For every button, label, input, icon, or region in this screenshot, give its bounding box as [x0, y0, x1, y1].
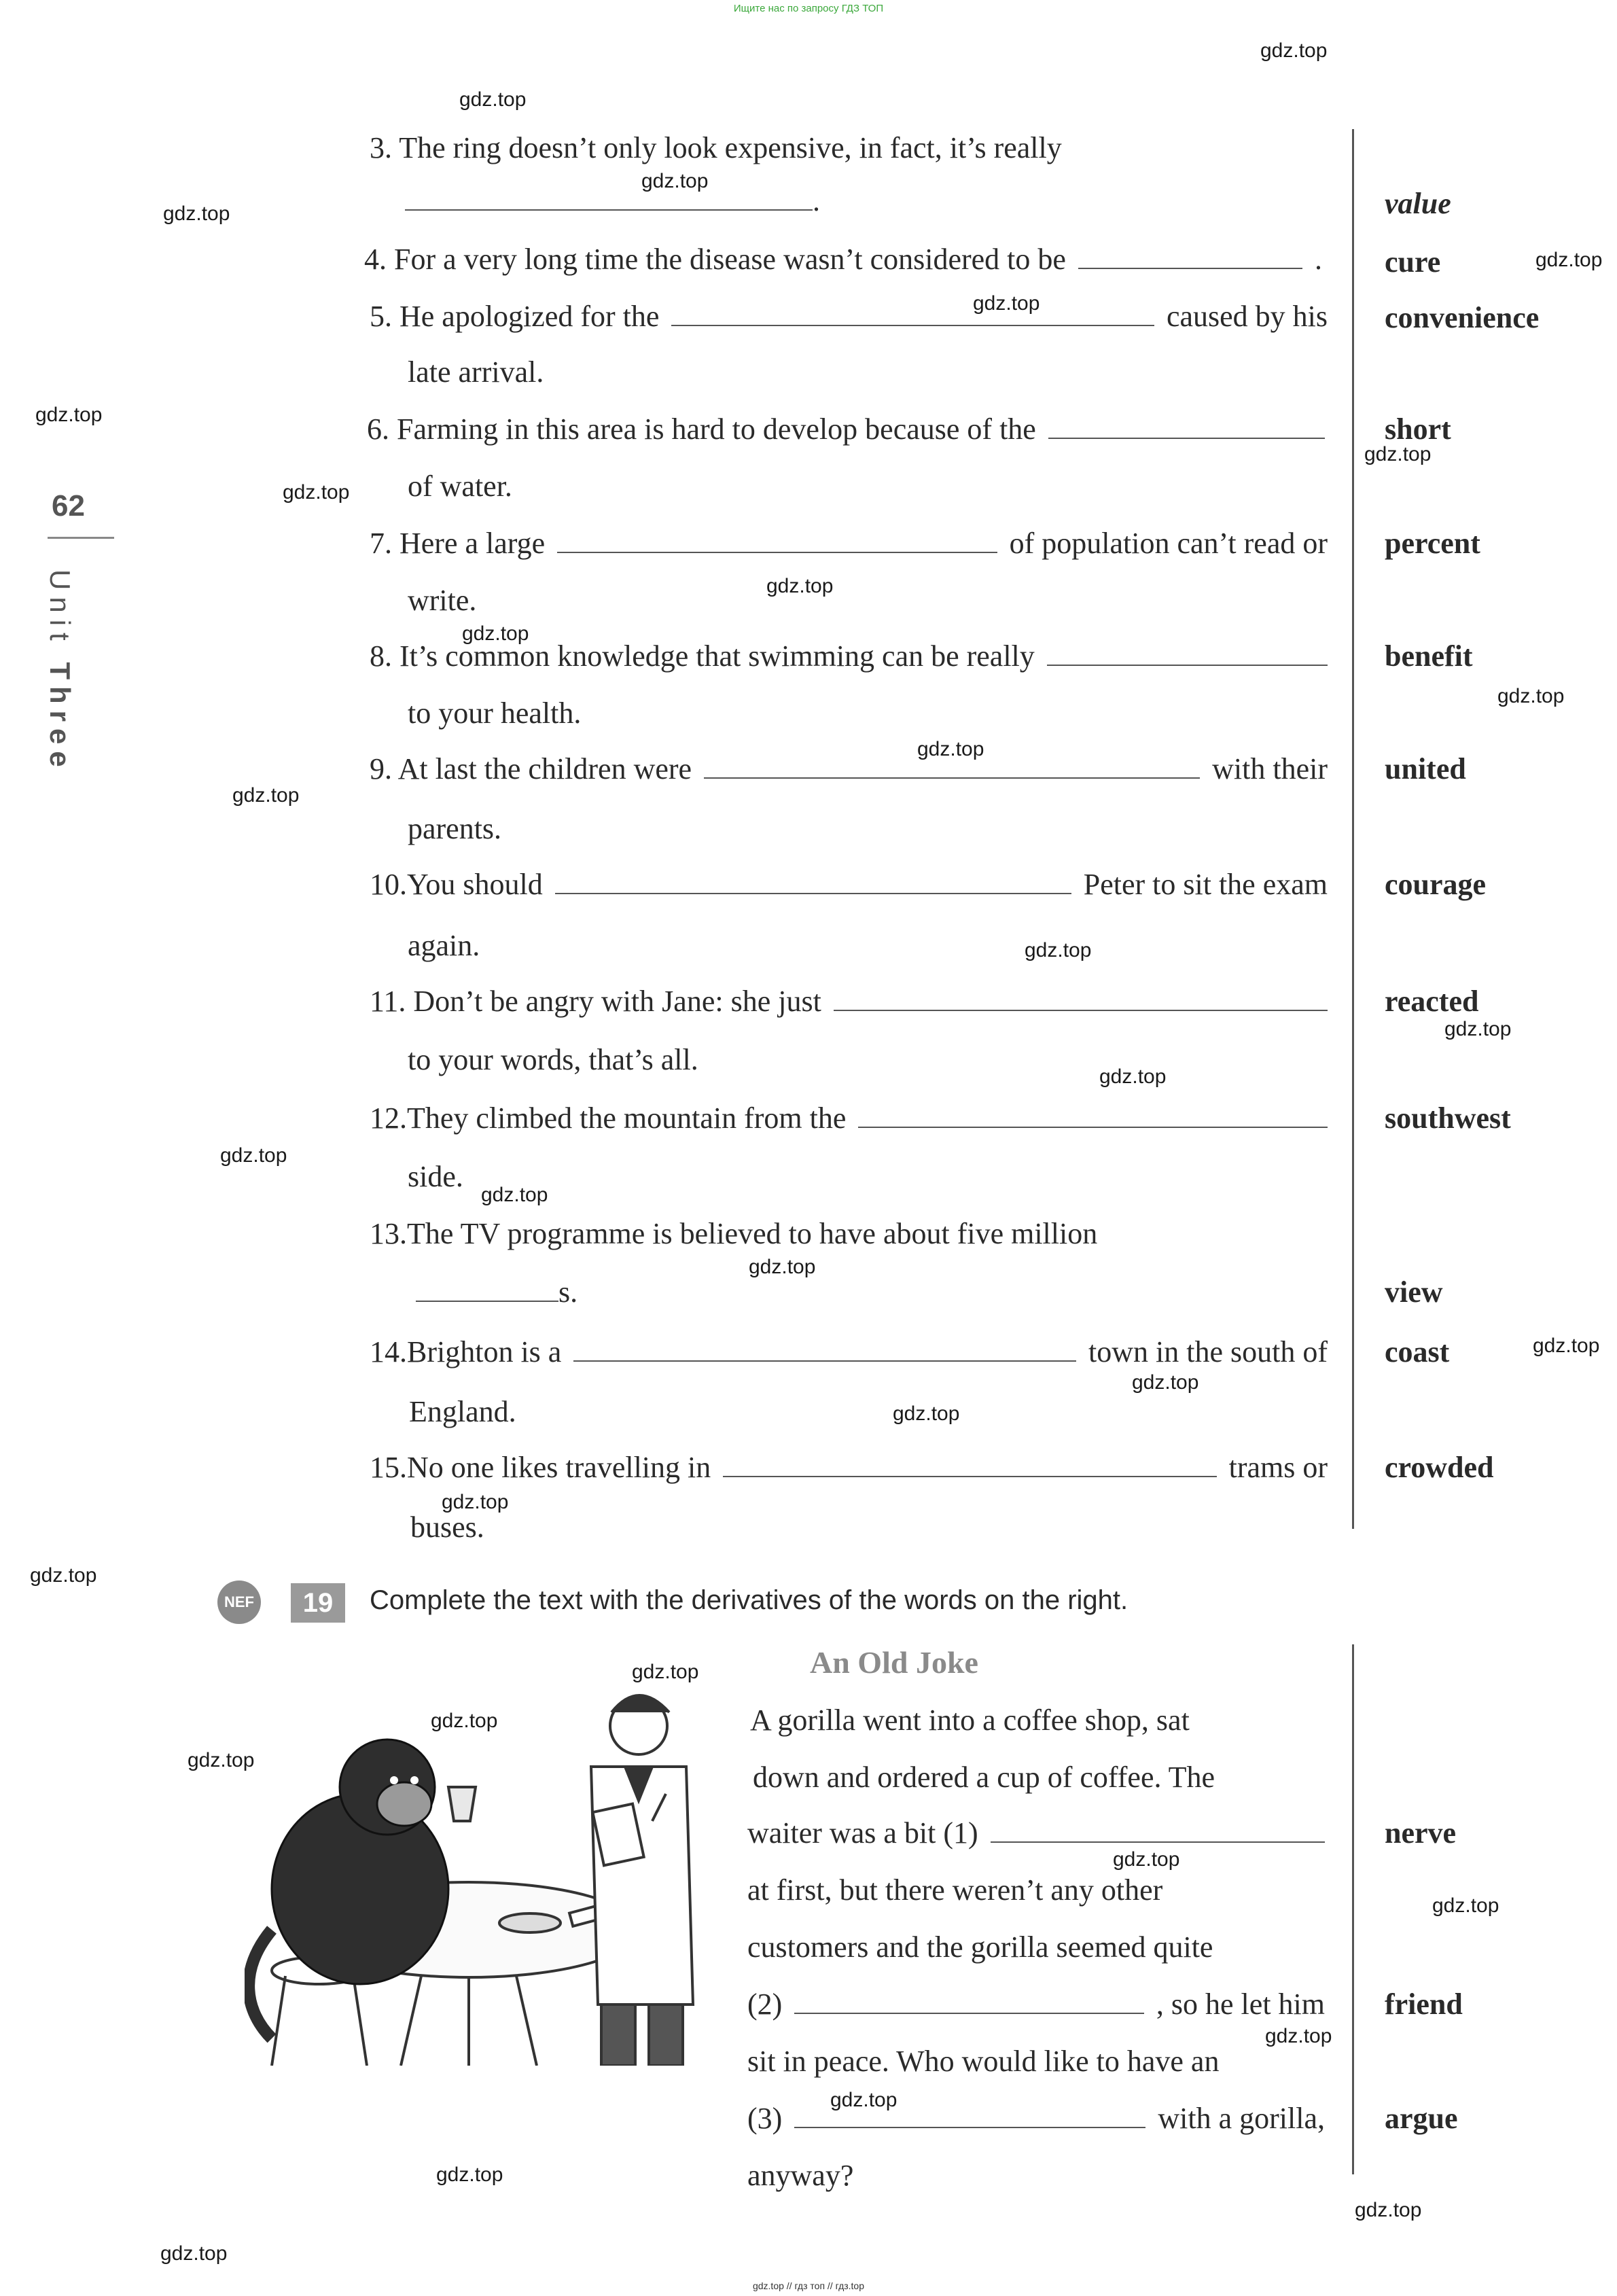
watermark: gdz.top	[220, 1144, 287, 1167]
sentence-8-text: 8. It’s common knowledge that swimming can be really	[370, 639, 1035, 673]
unit-label	[43, 569, 76, 774]
watermark: gdz.top	[830, 2089, 898, 2111]
word-coast: coast	[1385, 1335, 1450, 1368]
watermark: gdz.top	[1355, 2199, 1422, 2221]
answer-blank-15[interactable]	[723, 1455, 1216, 1477]
sentence-7-line-2: write.	[408, 584, 477, 617]
sentence-5-line-1	[370, 299, 1328, 334]
sentence-15-mid: trams or	[1228, 1451, 1328, 1484]
watermark: gdz.top	[462, 622, 529, 645]
gorilla-waiter-illustration	[245, 1685, 720, 2066]
sentence-4-end: .	[1315, 243, 1322, 276]
story-line-9: anyway?	[747, 2159, 854, 2192]
top-banner: Ищите нас по запросу ГДЗ ТОП	[733, 3, 884, 14]
answer-blank-12[interactable]	[858, 1106, 1328, 1128]
story-line-8-end: with a gorilla,	[1158, 2102, 1325, 2135]
sentence-7-mid: of population can’t read or	[1009, 527, 1328, 560]
sentence-13-line-1	[370, 1216, 1328, 1251]
watermark: gdz.top	[1132, 1371, 1199, 1394]
story-title: An Old Joke	[810, 1645, 978, 1680]
sentence-7-text: 7. Here a large	[370, 527, 546, 560]
watermark: gdz.top	[1364, 443, 1432, 465]
sentence-14-line-2: England.	[409, 1395, 516, 1428]
watermark: gdz.top	[1432, 1894, 1499, 1917]
sentence-8-line-2: to your health.	[408, 696, 582, 730]
watermark: gdz.top	[749, 1256, 816, 1278]
word-courage: courage	[1385, 868, 1487, 901]
answer-blank-story-1[interactable]	[991, 1821, 1325, 1843]
page-number-rule	[48, 537, 114, 539]
watermark: gdz.top	[1533, 1335, 1600, 1357]
unit-label-word: Unit	[44, 569, 76, 648]
watermark: gdz.top	[641, 170, 709, 192]
answer-blank-7[interactable]	[557, 531, 997, 553]
watermark: gdz.top	[232, 784, 300, 807]
watermark: gdz.top	[973, 292, 1040, 315]
word-short: short	[1385, 412, 1451, 446]
answer-blank-10[interactable]	[555, 872, 1071, 894]
sentence-10-line-2: again.	[408, 929, 480, 962]
watermark: gdz.top	[188, 1749, 255, 1771]
word-benefit: benefit	[1385, 639, 1473, 673]
story-line-5: customers and the gorilla seemed quite	[747, 1930, 1213, 1964]
sentence-11-line-2: to your words, that’s all.	[408, 1043, 698, 1076]
sentence-7-line-1	[370, 526, 1328, 561]
sentence-3-line-2	[405, 183, 820, 218]
sentence-13-text: 13.The TV programme is believed to have about five million	[370, 1217, 1098, 1250]
watermark: gdz.top	[283, 481, 350, 504]
sentence-3-text: 3. The ring doesn’t only look expensive, in fact, it’s really	[370, 131, 1062, 164]
word-argue: argue	[1385, 2102, 1458, 2135]
sentence-9-text: 9. At last the children were	[370, 752, 692, 785]
watermark: gdz.top	[1260, 39, 1328, 62]
watermark: gdz.top	[1025, 939, 1092, 961]
word-convenience: convenience	[1385, 301, 1540, 334]
story-line-7	[747, 2044, 1325, 2079]
answer-blank-11[interactable]	[834, 989, 1328, 1011]
sentence-12-text: 12.They climbed the mountain from the	[370, 1101, 847, 1135]
answer-blank-14[interactable]	[573, 1340, 1076, 1362]
sentence-6-text: 6. Farming in this area is hard to develop because of the	[367, 412, 1036, 446]
word-reacted: reacted	[1385, 985, 1479, 1018]
sentence-4-text: 4. For a very long time the disease wasn’t considered to be	[364, 243, 1066, 276]
story-line-6	[747, 1987, 1325, 2021]
watermark: gdz.top	[917, 738, 984, 760]
sentence-5-line-2: late arrival.	[408, 355, 544, 389]
page-number: 62	[52, 489, 85, 523]
sentence-14-line-1	[370, 1335, 1328, 1369]
sentence-11-text: 11. Don’t be angry with Jane: she just	[370, 985, 821, 1018]
story-line-3	[747, 1816, 1325, 1850]
watermark: gdz.top	[459, 88, 527, 111]
watermark: gdz.top	[35, 404, 103, 426]
watermark: gdz.top	[1265, 2025, 1332, 2047]
sentence-10-line-1	[370, 867, 1328, 902]
sentence-10-mid: Peter to sit the exam	[1083, 868, 1328, 901]
sentence-15-line-1	[370, 1450, 1328, 1485]
watermark: gdz.top	[481, 1184, 548, 1206]
watermark: gdz.top	[1535, 249, 1603, 271]
story-line-2	[753, 1760, 1325, 1795]
story-line-7-text: sit in peace. Who would like to have an	[747, 2045, 1220, 2078]
sentence-3-line-1	[370, 130, 1328, 165]
watermark: gdz.top	[1497, 685, 1565, 707]
sentence-5-mid: caused by his	[1166, 300, 1328, 333]
watermark: gdz.top	[1113, 1848, 1180, 1871]
sentence-13-end: s.	[558, 1275, 578, 1309]
exercise-instruction: Complete the text with the derivatives of the words on the right.	[370, 1585, 1129, 1615]
answer-blank-8[interactable]	[1047, 644, 1328, 666]
word-percent: percent	[1385, 527, 1480, 560]
word-value: value	[1385, 187, 1451, 220]
watermark: gdz.top	[30, 1564, 97, 1587]
column-divider	[1352, 129, 1354, 1529]
sentence-9-line-1	[370, 752, 1328, 786]
sentence-9-line-2: parents.	[408, 812, 502, 845]
story-line-4-text: at first, but there weren’t any other	[747, 1873, 1163, 1907]
word-united: united	[1385, 752, 1466, 785]
sentence-4-line-1	[364, 242, 1322, 277]
watermark: gdz.top	[766, 575, 834, 597]
sentence-3-end: .	[813, 184, 820, 217]
story-line-8-start: (3)	[747, 2102, 783, 2135]
answer-blank-4[interactable]	[1078, 247, 1302, 269]
sentence-14-text: 14.Brighton is a	[370, 1335, 562, 1368]
sentence-15-line-2: buses.	[410, 1511, 484, 1544]
story-line-2-text: down and ordered a cup of coffee. The	[753, 1761, 1215, 1794]
story-line-3-text: waiter was a bit (1)	[747, 1816, 978, 1850]
sentence-13-line-2	[416, 1275, 578, 1309]
story-line-6-end: , so he let him	[1156, 1988, 1325, 2021]
watermark: gdz.top	[442, 1491, 509, 1513]
sentence-6-line-1	[367, 412, 1325, 446]
watermark: gdz.top	[163, 202, 230, 225]
story-line-6-start: (2)	[747, 1988, 783, 2021]
nef-badge-icon: NEF	[217, 1580, 261, 1624]
sentence-10-text: 10.You should	[370, 868, 543, 901]
sentence-12-line-1	[370, 1101, 1328, 1135]
story-line-4	[747, 1873, 1325, 1907]
exercise-number: 19	[291, 1583, 345, 1623]
bottom-banner: gdz.top // гдз топ // гдз.top	[752, 2280, 865, 2291]
watermark: gdz.top	[431, 1710, 498, 1732]
answer-blank-5[interactable]	[671, 304, 1154, 326]
word-view: view	[1385, 1275, 1443, 1309]
watermark: gdz.top	[1099, 1065, 1167, 1088]
word-cure: cure	[1385, 245, 1441, 279]
watermark: gdz.top	[893, 1402, 960, 1425]
watermark: gdz.top	[436, 2163, 503, 2186]
sentence-6-line-2: of water.	[408, 470, 512, 503]
word-southwest: southwest	[1385, 1101, 1511, 1135]
watermark: gdz.top	[1444, 1018, 1512, 1040]
watermark: gdz.top	[632, 1661, 699, 1683]
story-line-1-text: A gorilla went into a coffee shop, sat	[750, 1703, 1190, 1737]
word-crowded: crowded	[1385, 1451, 1494, 1484]
sentence-9-mid: with their	[1212, 752, 1328, 785]
sentence-11-line-1	[370, 984, 1328, 1019]
column-divider-lower	[1352, 1644, 1354, 2174]
sentence-15-text: 15.No one likes travelling in	[370, 1451, 711, 1484]
watermark: gdz.top	[160, 2242, 228, 2265]
answer-blank-3[interactable]	[405, 189, 813, 211]
answer-blank-13[interactable]	[416, 1280, 558, 1302]
unit-label-number: Three	[44, 662, 76, 774]
story-line-1	[750, 1703, 1325, 1737]
answer-blank-story-2[interactable]	[794, 1992, 1144, 2014]
word-nerve: nerve	[1385, 1816, 1457, 1850]
sentence-14-mid: town in the south of	[1088, 1335, 1328, 1368]
sentence-12-line-2: side.	[408, 1160, 463, 1193]
sentence-5-text: 5. He apologized for the	[370, 300, 660, 333]
answer-blank-6[interactable]	[1048, 417, 1325, 439]
word-friend: friend	[1385, 1988, 1463, 2021]
